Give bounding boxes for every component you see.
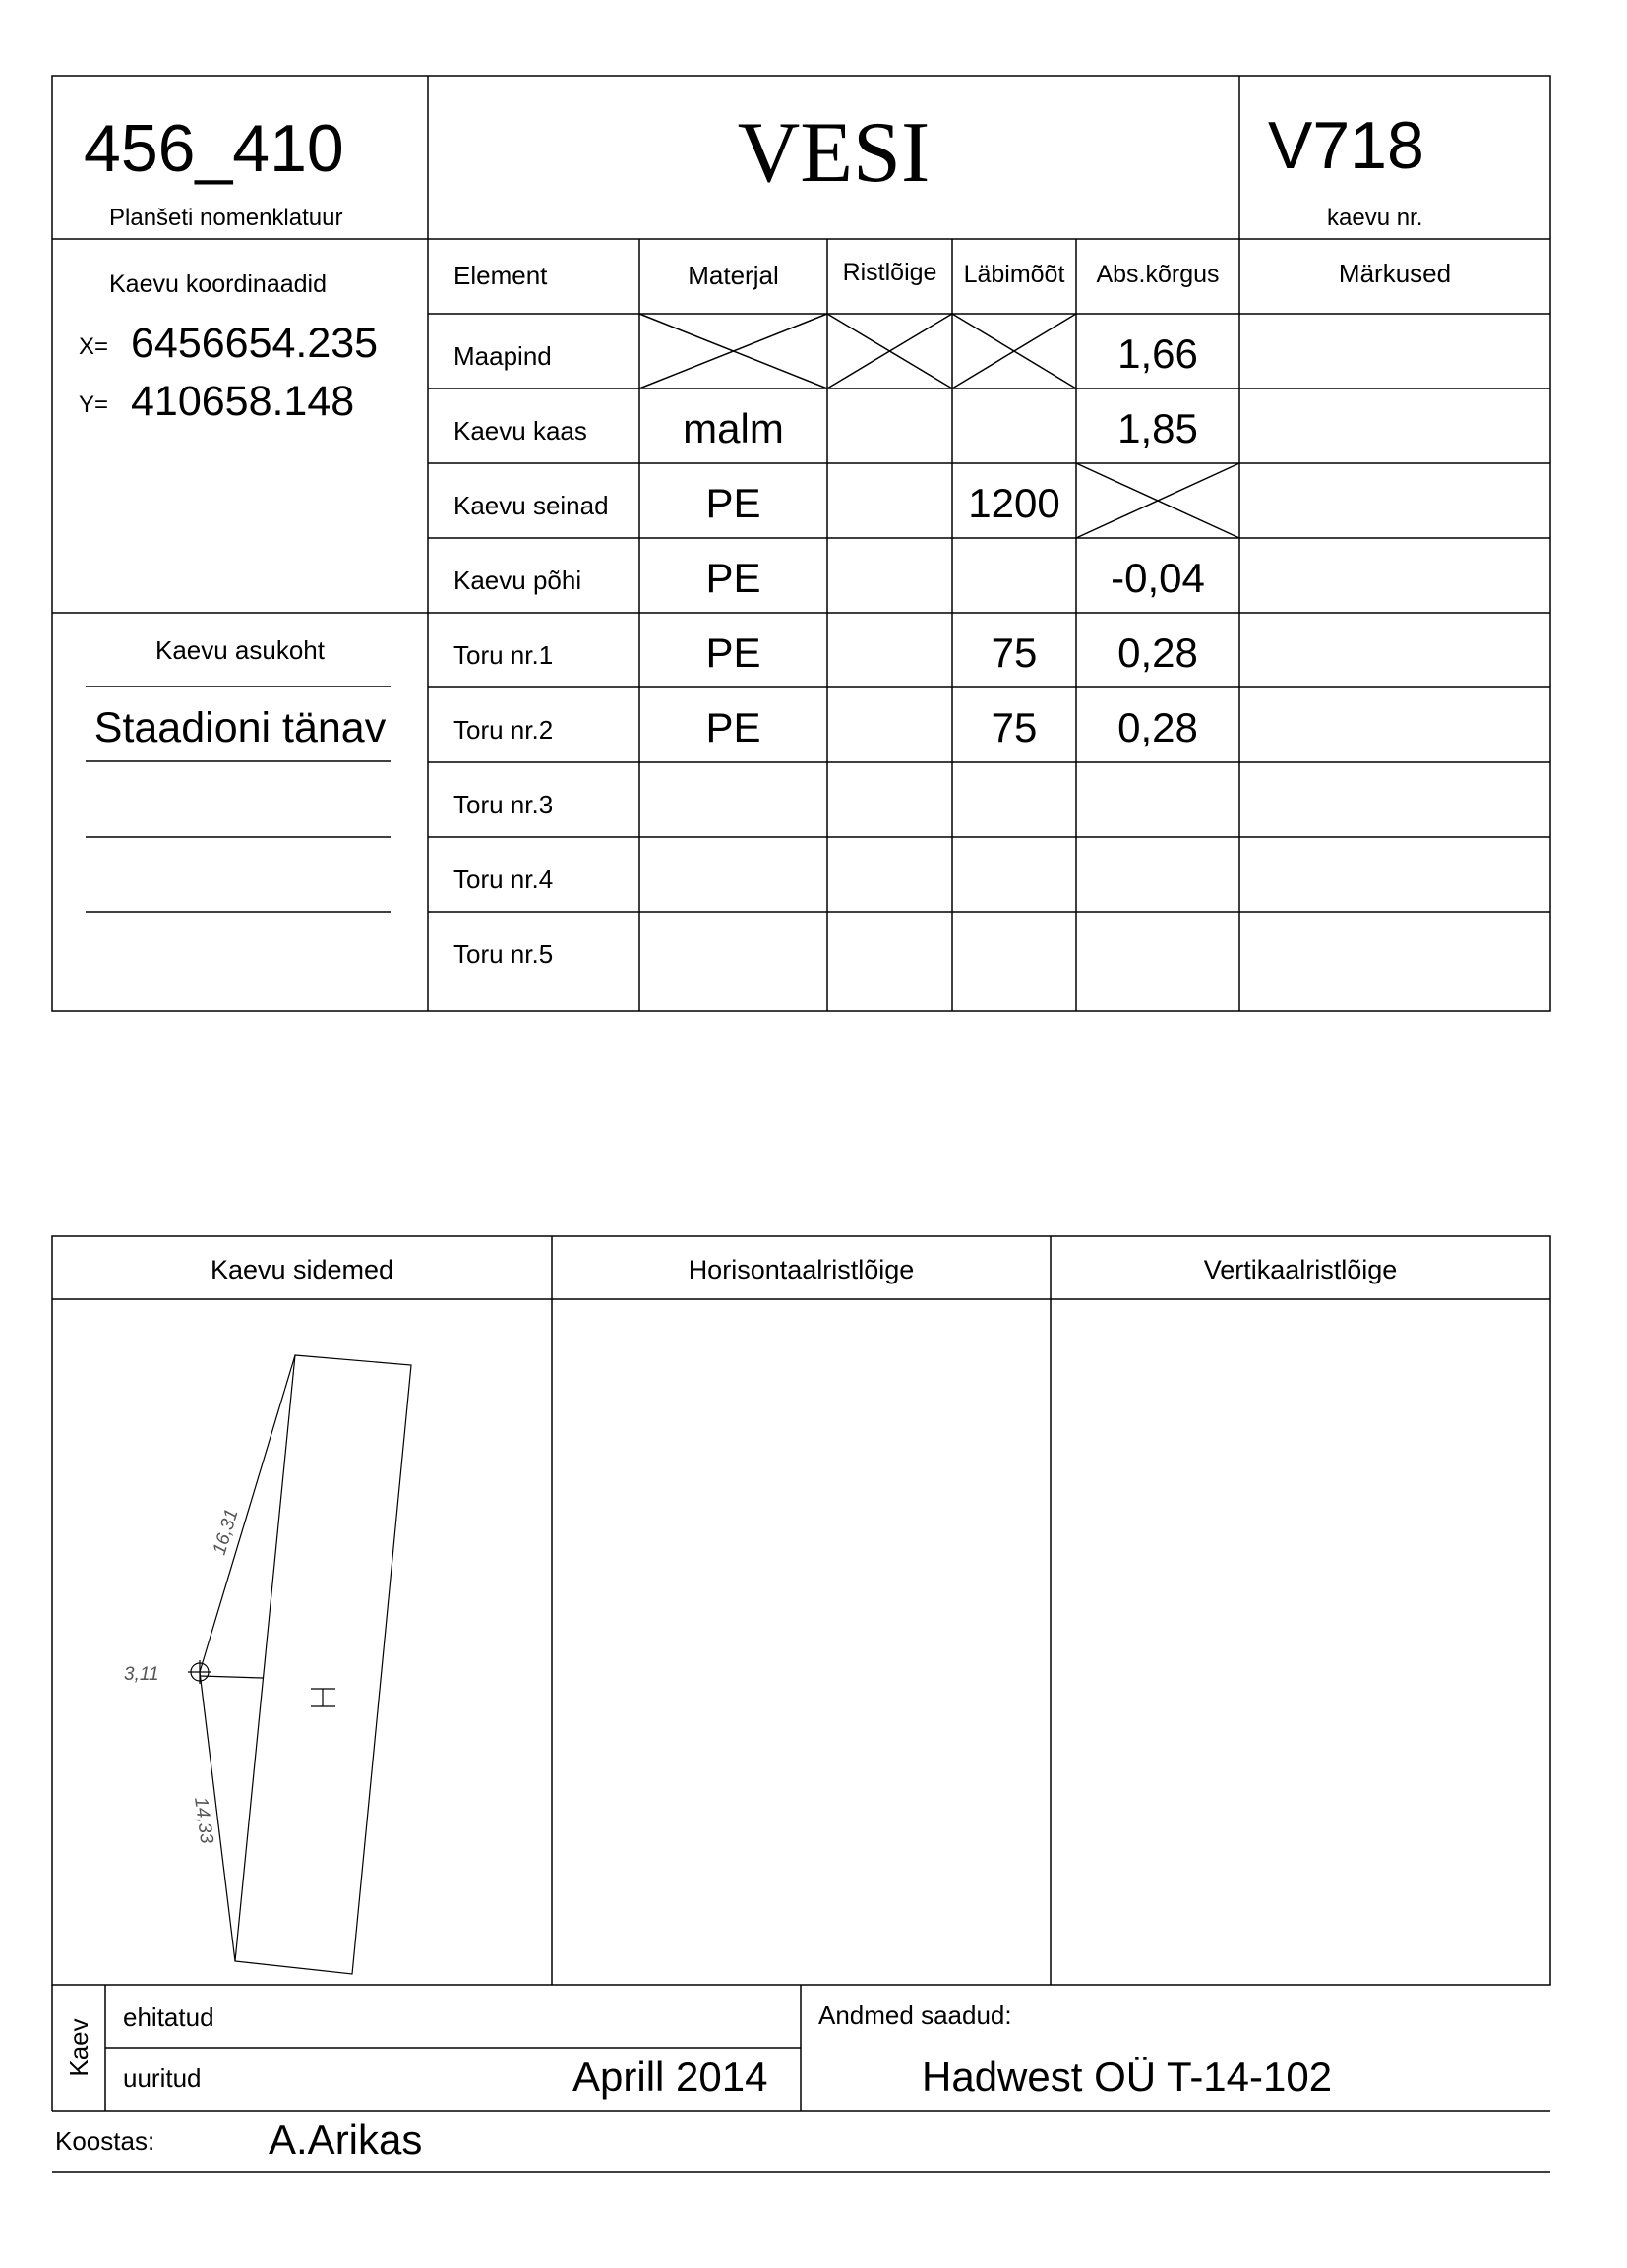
author-label: Koostas:: [55, 2126, 155, 2156]
tie-line-upper: [200, 1355, 295, 1672]
x-coordinate-label: X=: [79, 333, 109, 360]
data-source-label: Andmed saadud:: [818, 2000, 1012, 2030]
well-number: V718: [1268, 108, 1424, 183]
dimension-label-perpendicular: 3,11: [124, 1664, 159, 1685]
dimension-label-upper: 16,31: [209, 1506, 243, 1558]
cell-abs-height: 1,85: [1117, 405, 1198, 451]
tie-line-perpendicular: [200, 1676, 263, 1678]
cell-diameter: 1200: [968, 480, 1060, 526]
cell-element: Toru nr.1: [453, 640, 554, 670]
well-label: kaevu nr.: [1327, 205, 1423, 231]
built-label: ehitatud: [123, 2002, 214, 2032]
cell-element: Toru nr.3: [453, 790, 554, 819]
cell-material: PE: [705, 555, 761, 601]
sheet-number: 456_410: [84, 111, 344, 186]
y-coordinate-label: Y=: [79, 391, 109, 418]
location-street: Staadioni tänav: [93, 704, 387, 751]
cell-material: PE: [705, 704, 761, 750]
cell-diameter: 75: [991, 704, 1038, 750]
cell-element: Kaevu seinad: [453, 491, 609, 520]
cell-element: Kaevu kaas: [453, 416, 587, 446]
cell-diameter: 75: [991, 629, 1038, 676]
document-title: VESI: [737, 105, 931, 201]
cell-abs-height: -0,04: [1111, 555, 1205, 601]
dimension-label-lower: 14,33: [190, 1795, 217, 1845]
column-header-cross-section: Ristlõige: [842, 259, 937, 286]
surveyed-label: uuritud: [123, 2063, 202, 2093]
building-outline: [235, 1355, 411, 1974]
cell-element: Kaevu põhi: [453, 566, 582, 595]
y-coordinate-value: 410658.148: [131, 378, 355, 425]
location-label: Kaevu asukoht: [154, 635, 325, 665]
sheet-label: Planšeti nomenklatuur: [109, 205, 343, 231]
panel-header-vertical-section: Vertikaalristlõige: [1203, 1255, 1398, 1284]
surveyed-date: Aprill 2014: [572, 2054, 768, 2100]
cell-abs-height: 0,28: [1117, 629, 1198, 676]
author-name: A.Arikas: [269, 2117, 423, 2163]
footer-side-label: Kaev: [64, 2018, 93, 2077]
cell-material: malm: [683, 405, 784, 451]
x-coordinate-value: 6456654.235: [131, 320, 379, 367]
coordinates-label: Kaevu koordinaadid: [109, 270, 327, 298]
panel-header-horizontal-section: Horisontaalristlõige: [688, 1255, 915, 1284]
column-header-abs-height: Abs.kõrgus: [1096, 261, 1220, 288]
cell-element: Toru nr.2: [453, 715, 554, 745]
column-header-notes: Märkused: [1338, 259, 1452, 288]
column-header-material: Materjal: [688, 261, 779, 290]
cell-element: Toru nr.4: [453, 865, 554, 894]
panel-header-well-ties: Kaevu sidemed: [210, 1255, 394, 1284]
cell-abs-height: 0,28: [1117, 704, 1198, 750]
building-marker-H: [311, 1689, 335, 1706]
column-header-element: Element: [453, 261, 548, 290]
cell-element: Toru nr.5: [453, 939, 554, 969]
cell-element: Maapind: [453, 341, 552, 371]
cell-material: PE: [705, 629, 761, 676]
cell-abs-height: 1,66: [1117, 330, 1198, 377]
cell-material: PE: [705, 480, 761, 526]
data-source-value: Hadwest OÜ T-14-102: [922, 2054, 1333, 2100]
column-header-diameter: Läbimõõt: [963, 261, 1065, 288]
well-ties-sketch: [188, 1355, 411, 1974]
